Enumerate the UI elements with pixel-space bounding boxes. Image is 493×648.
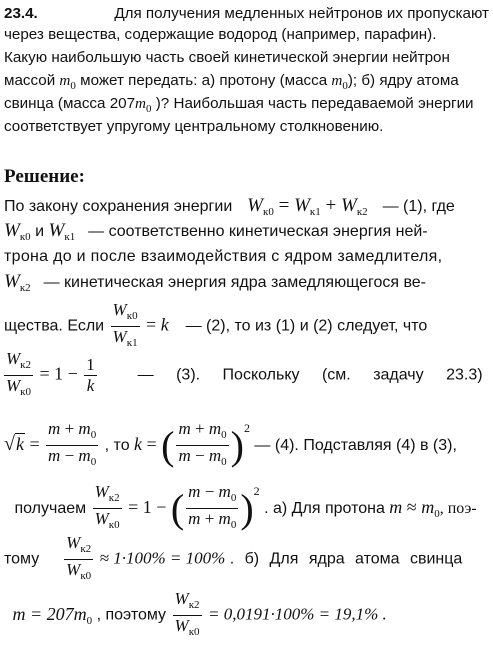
solution-text-5b: — (2), то из (1) и (2) следует, что bbox=[185, 317, 428, 335]
fraction-squared-ratio: $\frac{m + m_0}{m - m_0}$ bbox=[178, 419, 227, 469]
eq-m-207m0: $m = 207m_0$ bbox=[12, 603, 93, 627]
symbol-Wk1: $W_{к1}$ bbox=[48, 220, 76, 243]
problem-number: 23.4. bbox=[4, 5, 38, 22]
solution-text-10a: , поэтому bbox=[96, 606, 167, 624]
solution-text-9a: тому bbox=[4, 550, 40, 568]
sqrt-k: √k bbox=[4, 433, 24, 455]
fraction-m-plus-m0-over-m-minus-m0: $\frac{m + m_0}{m - m_0}$ bbox=[48, 419, 97, 469]
solution-text-8a: получаем bbox=[14, 500, 87, 517]
fraction-1-k: $\frac{1}{k}$ bbox=[86, 355, 95, 395]
solution-text-2a: и bbox=[35, 223, 45, 240]
problem-line-2: через вещества, содержащие водород (например, парафин). bbox=[4, 26, 437, 43]
solution-line-7: √k = $\frac{m + m_0}{m - m_0}$ , то k = ( $\frac{m + m_0}{m - m_0}$ )$^2$ — (4). Подставляя (4) в (3), bbox=[4, 403, 457, 471]
mass-m0: $m_0$ bbox=[135, 95, 152, 115]
solution-text-5a: щества. Если bbox=[4, 317, 105, 335]
fraction-m-minus-m0-over-m-plus-m0: $\frac{m - m_0}{m + m_0}$ bbox=[188, 482, 237, 532]
eq-one-minus: = 1 − bbox=[39, 363, 78, 384]
solution-text-9b: . б) Для ядра атома свинца bbox=[229, 550, 463, 568]
eq-k-squared: k = bbox=[134, 434, 157, 454]
eq-m-approx-m0: $m \approx m_0$ bbox=[389, 497, 440, 520]
solution-text-7a: , то bbox=[104, 437, 130, 454]
problem-text-4b: может передать: а) протону (масса bbox=[80, 72, 328, 89]
problem-line-5 bbox=[4, 94, 474, 119]
solution-text-6: — (3). Поскольку (см. задачу 23.3) bbox=[137, 366, 483, 384]
solution-line-5 bbox=[4, 301, 427, 352]
eq-k: = k bbox=[146, 314, 169, 335]
solution-line-1 bbox=[4, 196, 455, 222]
solution-text-8b: . а) Для протона bbox=[264, 500, 385, 517]
fraction-Wk2-Wk0-result: $\frac{W_{к2}}{W_{к0}}$ bbox=[94, 482, 120, 532]
problem-line-3: Какую наибольшую часть своей кинетической энергии нейтрон bbox=[4, 49, 450, 66]
solution-line-10 bbox=[4, 590, 387, 643]
solution-line-3: трона до и после взаимодействия с ядром замедлителя, bbox=[4, 248, 443, 265]
formula-energy-conservation: $W_{к0} = W_{к1} + W_{к2}$ bbox=[247, 195, 368, 218]
solution-line-4 bbox=[4, 272, 426, 298]
solution-text-2b: — соответственно кинетическая энергия ней- bbox=[88, 223, 428, 240]
solution-text-4: — кинетическая энергия ядра замедляющегося ве- bbox=[43, 274, 426, 291]
value-100-percent: ≈ 1·100% = 100% bbox=[99, 548, 226, 568]
solution-line-9 bbox=[4, 534, 462, 585]
fraction-Wk2-Wk0: $\frac{W_{к2}}{W_{к0}}$ bbox=[6, 349, 32, 398]
symbol-Wk2: $W_{к2}$ bbox=[4, 271, 31, 294]
problem-line-4 bbox=[4, 71, 459, 96]
value-19-1-percent: = 0,0191·100% = 19,1% . bbox=[208, 604, 387, 624]
problem-line-1 bbox=[4, 4, 489, 24]
problem-text-1: Для получения медленных нейтронов их пропускают bbox=[114, 5, 489, 22]
problem-text-5a: свинца (масса 207 bbox=[4, 95, 136, 112]
symbol-Wk0: $W_{к0}$ bbox=[4, 220, 31, 243]
solution-text-7b: — (4). Подставляя (4) в (3), bbox=[254, 437, 457, 454]
fraction-Wk2-Wk0-proton: $\frac{W_{к2}}{W_{к0}}$ bbox=[66, 533, 92, 582]
problem-text-5b: )? Наибольшая часть передаваемой энергии bbox=[155, 95, 474, 112]
solution-text-1a: По закону сохранения энергии bbox=[4, 198, 233, 215]
solution-line-8: получаем $\frac{W_{к2}}{W_{к0}}$ = 1 − ( $\frac{m - m_0}{m + m_0}$ )$^2$ . а) Для протона $m \approx m_0$, поэ- bbox=[4, 466, 477, 539]
solution-line-2 bbox=[4, 221, 428, 247]
solution-line-6 bbox=[4, 350, 483, 401]
value-m-207: m = 207 bbox=[12, 603, 74, 624]
solution-heading: Решение: bbox=[4, 166, 85, 187]
problem-text-4a: массой bbox=[4, 72, 56, 89]
mass-m0: $m_0$ bbox=[59, 72, 76, 92]
fraction-Wk2-Wk0-lead: $\frac{W_{к2}}{W_{к0}}$ bbox=[174, 589, 200, 638]
solution-text-1b: — (1), где bbox=[382, 198, 455, 215]
mass-m0: $m_0$ bbox=[331, 72, 348, 92]
problem-line-6: соответствует упругому центральному столкновению. bbox=[4, 118, 384, 135]
problem-text-4c: ); б) ядру атома bbox=[347, 72, 459, 89]
fraction-Wk0-Wk1: $\frac{W_{к0}}{W_{к1}}$ bbox=[112, 300, 138, 349]
